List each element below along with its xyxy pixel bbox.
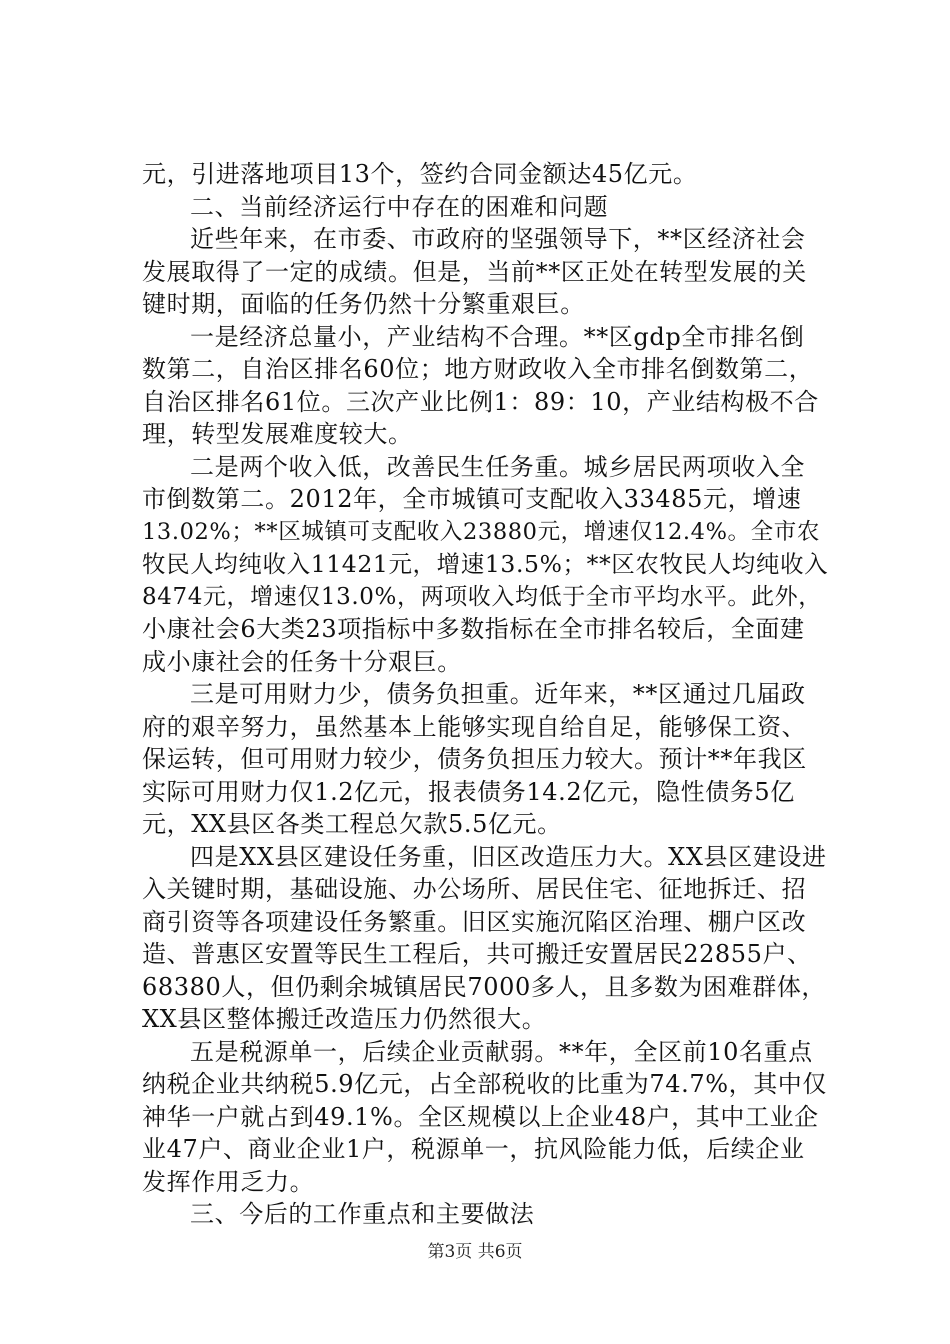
text-line: 保运转，但可用财力较少，债务负担压力较大。预计**年我区 bbox=[142, 745, 807, 773]
text-line: 数第二，自治区排名60位；地方财政收入全市排名倒数第二， bbox=[142, 355, 814, 383]
text-line: 近些年来，在市委、市政府的坚强领导下，**区经济社会 bbox=[190, 225, 806, 253]
text-line: 四是XX县区建设任务重，旧区改造压力大。XX县区建设进 bbox=[190, 842, 827, 871]
text-line: 发展取得了一定的成绩。但是，当前**区正处在转型发展的关 bbox=[142, 257, 807, 286]
text-line: 理，转型发展难度较大。 bbox=[142, 420, 413, 448]
text-line: 神华一户就占到49.1%。全区规模以上企业48户，其中工业企 bbox=[142, 1102, 819, 1131]
text-line: 自治区排名61位。三次产业比例1：89：10，产业结构极不合 bbox=[142, 387, 819, 416]
text-line: 元，引进落地项目13个，签约合同金额达45亿元。 bbox=[142, 160, 698, 188]
text-line: 二、当前经济运行中存在的困难和问题 bbox=[190, 192, 609, 221]
text-line: 二是两个收入低，改善民生任务重。城乡居民两项收入全 bbox=[190, 452, 805, 481]
text-line: XX县区整体搬迁改造压力仍然很大。 bbox=[142, 1005, 547, 1033]
text-line: 键时期，面临的任务仍然十分繁重艰巨。 bbox=[142, 290, 585, 318]
text-line: 五是税源单一，后续企业贡献弱。**年，全区前10名重点 bbox=[190, 1037, 813, 1066]
text-line: 商引资等各项建设任务繁重。旧区实施沉陷区治理、棚户区改 bbox=[142, 907, 807, 936]
text-line: 成小康社会的任务十分艰巨。 bbox=[142, 647, 462, 676]
text-line: 一是经济总量小，产业结构不合理。**区gdp全市排名倒 bbox=[190, 322, 805, 351]
text-line: 三、今后的工作重点和主要做法 bbox=[190, 1200, 535, 1228]
text-line: 发挥作用乏力。 bbox=[142, 1167, 315, 1196]
text-line: 入关键时期，基础设施、办公场所、居民住宅、征地拆迁、招 bbox=[142, 875, 807, 903]
text-line: 造、普惠区安置等民生工程后，共可搬迁安置居民22855户、 bbox=[142, 940, 812, 968]
text-line: 68380人，但仍剩余城镇居民7000多人，且多数为困难群体， bbox=[142, 972, 827, 1001]
text-line: 纳税企业共纳税5.9亿元，占全部税收的比重为74.7%，其中仅 bbox=[142, 1070, 828, 1098]
text-line: 牧民人均纯收入11421元，增速13.5%；**区农牧民人均纯收入 bbox=[142, 550, 829, 578]
text-line: 三是可用财力少，债务负担重。近年来，**区通过几届政 bbox=[190, 680, 806, 708]
text-line: 8474元，增速仅13.0%，两项收入均低于全市平均水平。此外， bbox=[142, 583, 822, 610]
document-body bbox=[142, 158, 832, 1231]
text-line: 业47户、商业企业1户，税源单一，抗风险能力低，后续企业 bbox=[142, 1135, 805, 1163]
text-line: 13.02%；**区城镇可支配收入23880元，增速仅12.4%。全市农 bbox=[142, 518, 820, 545]
text-line: 实际可用财力仅1.2亿元，报表债务14.2亿元，隐性债务5亿 bbox=[142, 777, 795, 806]
text-line: 元，XX县区各类工程总欠款5.5亿元。 bbox=[142, 810, 562, 838]
text-line: 市倒数第二。2012年，全市城镇可支配收入33485元，增速 bbox=[142, 485, 802, 513]
text-line: 小康社会6大类23项指标中多数指标在全市排名较后，全面建 bbox=[142, 615, 805, 643]
page-footer: 第3页 共6页 bbox=[427, 1242, 523, 1262]
text-line: 府的艰辛努力，虽然基本上能够实现自给自足，能够保工资、 bbox=[142, 712, 807, 741]
